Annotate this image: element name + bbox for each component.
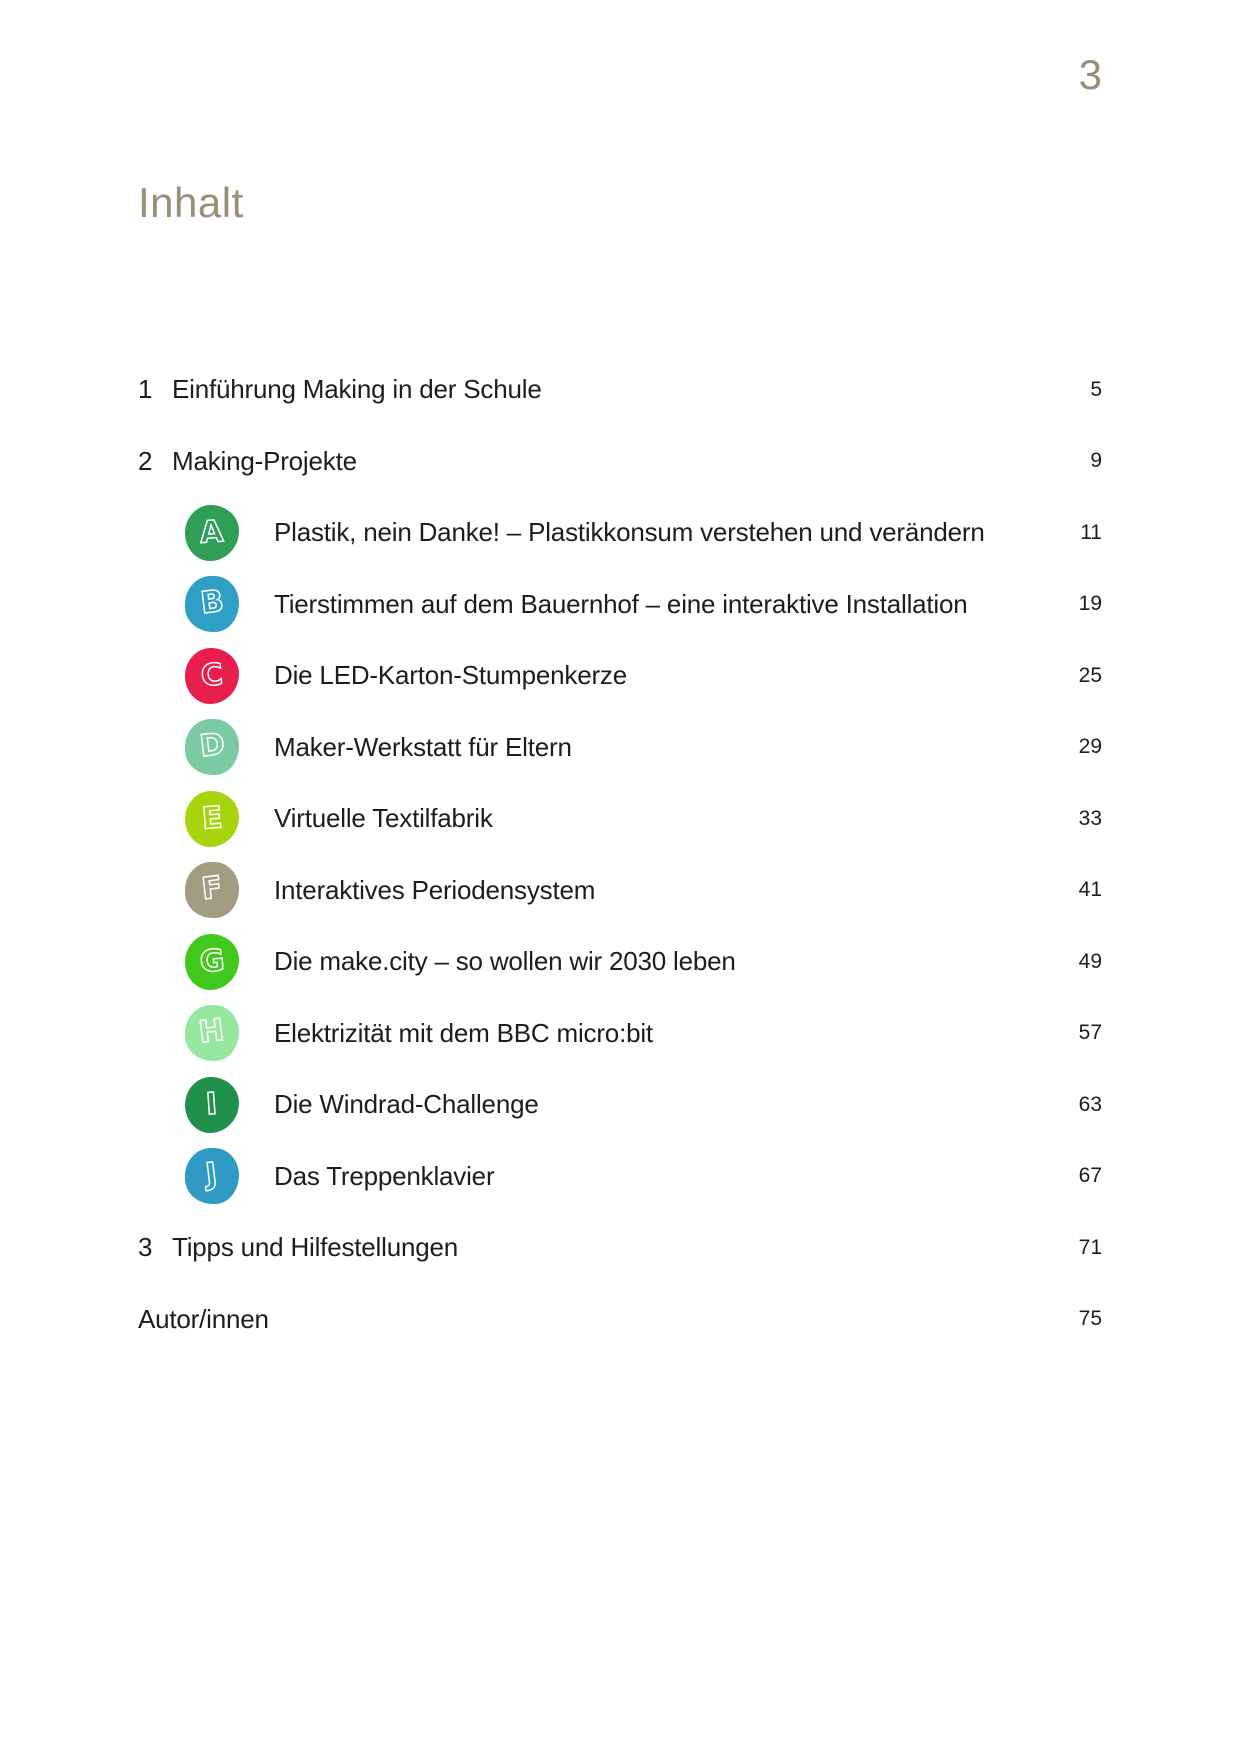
toc-entry-label: Tierstimmen auf dem Bauernhof – eine interaktive Installation: [274, 588, 968, 619]
toc-entry-project-e[interactable]: [138, 783, 1102, 855]
toc-entry-label: Tipps und Hilfestellungen: [172, 1232, 458, 1263]
project-letter: A: [199, 513, 225, 551]
project-g-icon: [185, 934, 239, 990]
chapter-number: 2: [138, 445, 153, 476]
toc-entry-label: Virtuelle Textilfabrik: [274, 803, 493, 834]
project-letter: E: [200, 800, 224, 837]
toc-entry-page: 57: [1078, 1021, 1102, 1045]
toc-entry-label: Die make.city – so wollen wir 2030 leben: [274, 946, 736, 977]
chapter-number: 1: [138, 374, 153, 405]
project-letter: I: [205, 1086, 219, 1123]
toc-entry-page: 75: [1078, 1307, 1102, 1331]
toc-entry-project-b[interactable]: [138, 569, 1102, 641]
project-j-icon: [185, 1148, 239, 1204]
toc-entry-page: 33: [1078, 806, 1102, 830]
toc-entry-project-g[interactable]: [138, 926, 1102, 998]
toc-entry-label: Plastik, nein Danke! – Plastikkonsum verstehen und verändern: [274, 517, 985, 548]
toc-entry-chapter-1[interactable]: [138, 354, 1102, 426]
toc-entry-label: Interaktives Periodensystem: [274, 874, 596, 905]
project-a-icon: [185, 505, 239, 561]
toc-entry-label: Autor/innen: [138, 1303, 269, 1334]
toc-entry-page: 5: [1090, 377, 1102, 401]
chapter-number: 3: [138, 1232, 153, 1263]
toc-entry-project-f[interactable]: [138, 855, 1102, 927]
project-b-icon: [185, 576, 239, 632]
toc-entry-page: 63: [1078, 1092, 1102, 1116]
toc-entry-project-i[interactable]: [138, 1069, 1102, 1141]
toc-entry-authors[interactable]: [138, 1284, 1102, 1356]
toc-entry-project-j[interactable]: [138, 1141, 1102, 1213]
toc-entry-page: 41: [1078, 878, 1102, 902]
toc-entry-page: 11: [1080, 520, 1102, 544]
toc-entry-page: 9: [1090, 449, 1102, 473]
toc-entry-project-h[interactable]: [138, 998, 1102, 1070]
project-letter: B: [198, 583, 226, 622]
project-letter: D: [197, 726, 227, 765]
project-e-icon: [185, 791, 239, 847]
page-title: Inhalt: [138, 179, 244, 226]
project-letter: C: [199, 657, 225, 694]
toc-entry-label: Die LED-Karton-Stumpenkerze: [274, 660, 627, 691]
project-i-icon: [185, 1077, 239, 1133]
project-letter: F: [199, 870, 225, 908]
toc-entry-project-c[interactable]: [138, 640, 1102, 712]
toc-entry-label: Maker-Werkstatt für Eltern: [274, 731, 572, 762]
toc-entry-page: 49: [1078, 949, 1102, 973]
toc-entry-chapter-3[interactable]: [138, 1212, 1102, 1284]
toc-entry-chapter-2[interactable]: [138, 426, 1102, 498]
table-of-contents: [138, 354, 1102, 1355]
toc-entry-label: Elektrizität mit dem BBC micro:bit: [274, 1017, 653, 1048]
project-c-icon: [185, 648, 239, 704]
toc-entry-page: 25: [1078, 663, 1102, 687]
toc-entry-page: 67: [1078, 1164, 1102, 1188]
toc-entry-label: Making-Projekte: [172, 445, 357, 476]
toc-entry-project-a[interactable]: [138, 497, 1102, 569]
page-number: 3: [1078, 51, 1102, 98]
toc-entry-label: Die Windrad-Challenge: [274, 1089, 539, 1120]
project-h-icon: [185, 1005, 239, 1061]
project-letter: J: [204, 1156, 220, 1193]
project-f-icon: [185, 862, 239, 918]
project-d-icon: [185, 719, 239, 775]
toc-entry-label: Das Treppenklavier: [274, 1160, 495, 1191]
toc-entry-page: 29: [1078, 735, 1102, 759]
toc-entry-label: Einführung Making in der Schule: [172, 374, 542, 405]
project-letter: G: [198, 942, 226, 980]
toc-entry-page: 71: [1078, 1235, 1102, 1259]
toc-entry-project-d[interactable]: [138, 712, 1102, 784]
toc-entry-page: 19: [1078, 592, 1102, 616]
project-letter: H: [197, 1012, 227, 1051]
